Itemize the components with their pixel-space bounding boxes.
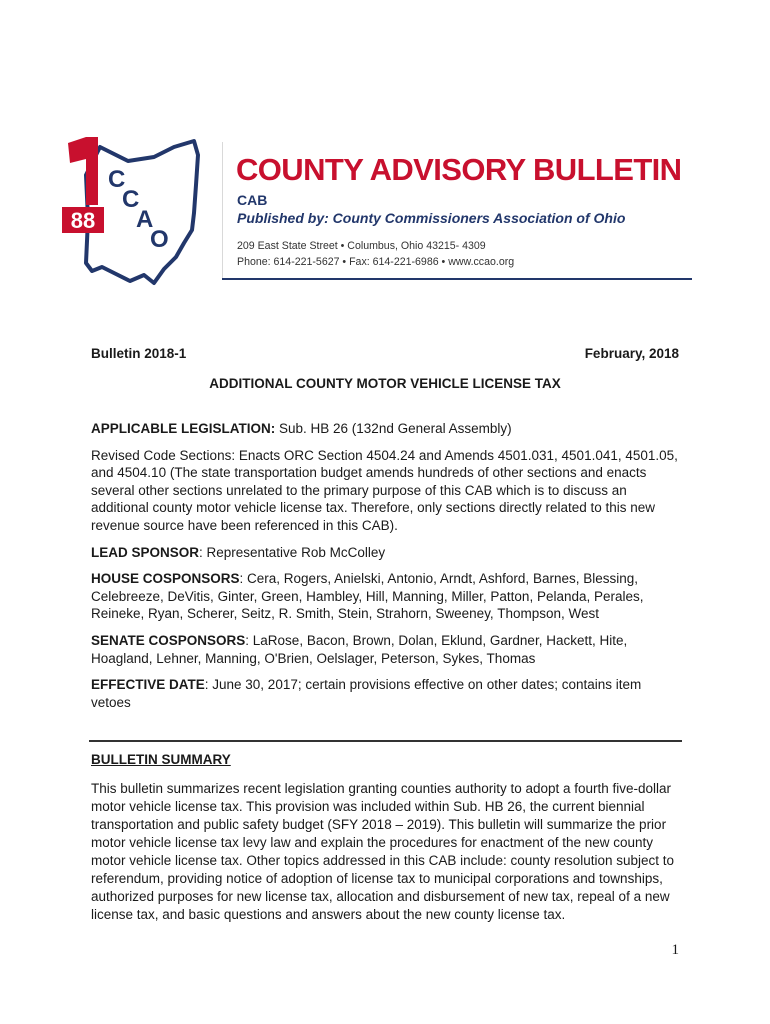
bulletin-number: Bulletin 2018-1 <box>91 346 187 361</box>
senate-label: SENATE COSPONSORS <box>91 632 246 648</box>
masthead-publisher: Published by: County Commissioners Association of Ohio <box>237 210 626 226</box>
logo-88-text: 88 <box>70 208 96 233</box>
masthead-title: COUNTY ADVISORY BULLETIN <box>236 152 682 187</box>
summary-heading: BULLETIN SUMMARY <box>91 752 231 767</box>
revised-code-sections: Revised Code Sections: Enacts ORC Section 4504.24 and Amends 4501.031, 4501.041, 4501.05, and 4504.10 (The state transportation budget amends hundreds of other sections and enacts several other sections unrelated to the primary purpose of this CAB which is to discuss an additional county motor vehicle license tax. Therefore, only sections directly related to this new revenue source have been referenced in this CAB). <box>91 447 678 533</box>
house-label: HOUSE COSPONSORS <box>91 571 240 587</box>
masthead-divider <box>222 142 223 280</box>
sponsor-label: LEAD SPONSOR <box>91 544 200 560</box>
logo-letter-o: O <box>150 226 169 253</box>
applicable-legislation <box>91 420 684 438</box>
effective-label: EFFECTIVE DATE <box>91 677 205 693</box>
masthead-address: 209 East State Street • Columbus, Ohio 43215- 4309 <box>237 240 486 252</box>
masthead-subtitle: CAB <box>237 192 268 208</box>
masthead-rule <box>222 278 692 280</box>
effective-value: : June 30, 2017; certain provisions effective on other dates; contains item vetoes <box>91 677 642 710</box>
summary-body: This bulletin summarizes recent legislation granting counties authority to adopt a fourth five-dollar motor vehicle license tax. This provision was included within Sub. HB 26, the current biennial transportation and public safety budget (SFY 2018 – 2019). This bulletin will summarize the prior motor vehicle license tax levy law and explain the procedures for enactment of the new county motor vehicle license tax. Other topics addressed in this CAB include: county resolution subject to referendum, providing notice of adoption of license tax to municipal corporations and townships, authorized purposes for new license tax, allocation and disbursement of new tax, repeal of a new license tax, and basic questions and answers about the new county license tax. <box>91 781 675 922</box>
senate-value: : LaRose, Bacon, Brown, Dolan, Eklund, Gardner, Hackett, Hite, Hoagland, Lehner, Manning, O'Brien, Oelslager, Peterson, Sykes, Thomas <box>91 632 628 666</box>
logo-letter-a: A <box>136 206 154 233</box>
house-value: : Cera, Rogers, Anielski, Antonio, Arndt, Ashford, Barnes, Blessing, Celebreeze, DeVitis, Ginter, Green, Hambley, Hill, Manning, Miller, Patton, Pelanda, Perales, Reineke, Ryan, Scherer, Seitz, R. Smith, Stein, Strahorn, Sweeney, Thompson, West <box>91 571 644 622</box>
ccao-logo <box>56 135 206 290</box>
bulletin-content <box>91 420 684 720</box>
legislation-label: APPLICABLE LEGISLATION: <box>91 421 276 436</box>
page-number: 1 <box>671 942 679 958</box>
effective-date <box>91 676 684 711</box>
sponsor-value: : Representative Rob McColley <box>199 544 386 560</box>
senate-cosponsors <box>91 632 684 667</box>
summary-divider <box>89 740 682 742</box>
logo-one-shape <box>68 137 98 205</box>
house-cosponsors <box>91 570 684 623</box>
lead-sponsor <box>91 544 684 562</box>
logo-letter-c2: C <box>122 186 140 213</box>
bulletin-title: ADDITIONAL COUNTY MOTOR VEHICLE LICENSE TAX <box>209 376 561 391</box>
bulletin-date: February, 2018 <box>584 346 679 361</box>
logo-letter-c1: C <box>108 166 126 193</box>
masthead-contact: Phone: 614-221-5627 • Fax: 614-221-6986 • www.ccao.org <box>237 256 515 268</box>
legislation-value: Sub. HB 26 (132nd General Assembly) <box>275 421 512 436</box>
